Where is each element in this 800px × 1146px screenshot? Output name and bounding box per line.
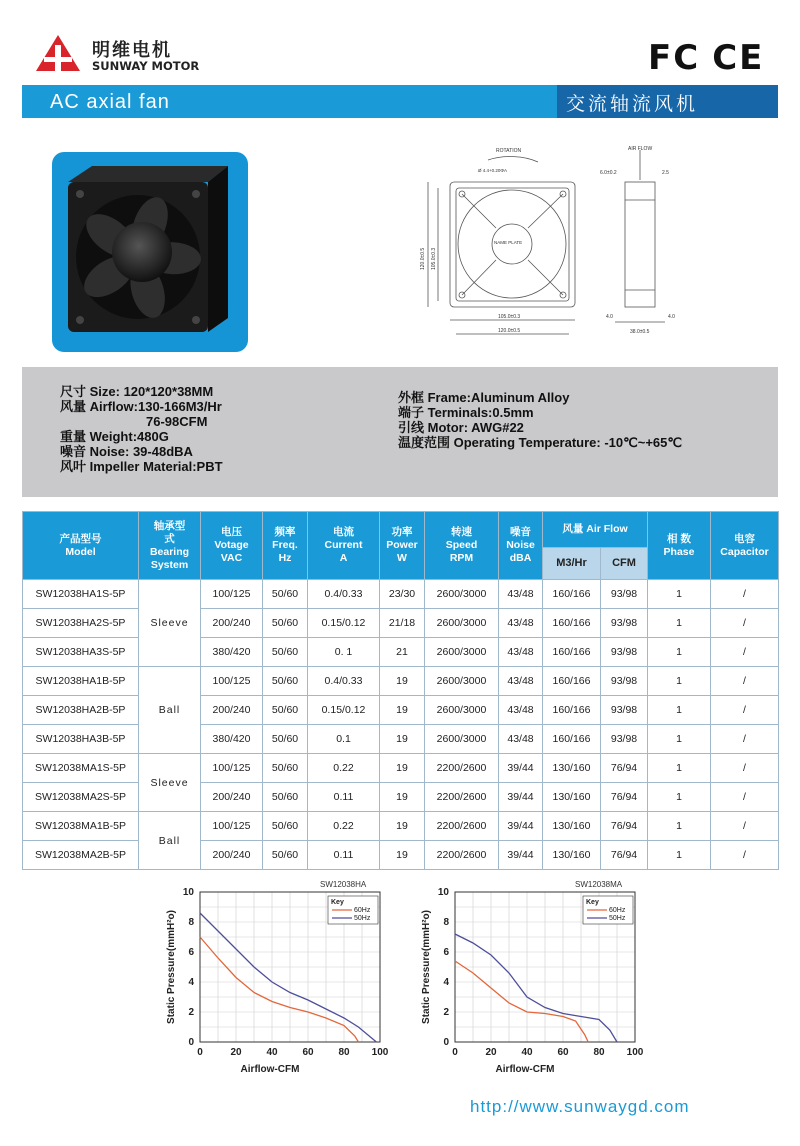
cell-noise: 43/48	[499, 696, 543, 725]
cell-model: SW12038HA2B-5P	[23, 696, 139, 725]
chart-title: SW12038HA	[320, 880, 367, 889]
cell-speed: 2600/3000	[425, 580, 499, 609]
x-axis-label: Airflow-CFM	[495, 1064, 555, 1075]
cell-model: SW12038MA2B-5P	[23, 841, 139, 870]
cell-voltage: 200/240	[201, 841, 263, 870]
table-row	[23, 667, 779, 696]
x-axis-label: Airflow-CFM	[240, 1064, 300, 1075]
y-tick-label: 4	[443, 977, 449, 988]
cell-voltage: 100/125	[201, 812, 263, 841]
cell-cfm: 76/94	[601, 754, 648, 783]
header-m3hr: M3/Hr	[543, 548, 601, 580]
cell-voltage: 380/420	[201, 725, 263, 754]
x-tick-label: 40	[266, 1047, 278, 1058]
dim-105-label: 105.0±0.3	[498, 314, 521, 320]
spec-motor: 引线 Motor: AWG#22	[398, 420, 524, 435]
cell-speed: 2600/3000	[425, 696, 499, 725]
cell-m3hr: 160/166	[543, 580, 601, 609]
cell-m3hr: 160/166	[543, 667, 601, 696]
cell-current: 0. 1	[308, 638, 380, 667]
cell-m3hr: 130/160	[543, 783, 601, 812]
spec-table	[22, 511, 779, 870]
series-line-60Hz	[200, 937, 358, 1042]
cell-phase: 1	[648, 754, 711, 783]
cell-capacitor: /	[711, 841, 779, 870]
x-tick-label: 20	[485, 1047, 497, 1058]
spec-airflow-cfm: 76-98CFM	[146, 414, 208, 429]
header-phase: 相 数 Phase	[648, 512, 711, 580]
cell-current: 0.1	[308, 725, 380, 754]
dim-4b-label: 4.0	[668, 314, 675, 320]
cell-phase: 1	[648, 812, 711, 841]
cell-cfm: 93/98	[601, 667, 648, 696]
cell-capacitor: /	[711, 580, 779, 609]
dim-v2-label: 105.0±0.3	[431, 247, 437, 270]
cell-model: SW12038HA3S-5P	[23, 638, 139, 667]
cell-power: 19	[380, 841, 425, 870]
y-axis-label: Static Pressure(mmH²o)	[421, 910, 432, 1024]
cell-current: 0.22	[308, 754, 380, 783]
legend-label: 50Hz	[609, 915, 626, 922]
certification-marks	[648, 38, 764, 78]
x-tick-label: 80	[593, 1047, 605, 1058]
cell-voltage: 200/240	[201, 696, 263, 725]
cell-capacitor: /	[711, 725, 779, 754]
legend-title: Key	[586, 899, 599, 906]
cell-capacitor: /	[711, 696, 779, 725]
spec-weight: 重量 Weight:480G	[60, 429, 169, 444]
cell-noise: 43/48	[499, 580, 543, 609]
chart-sw12038ma	[405, 875, 655, 1075]
table-row	[23, 812, 779, 841]
nameplate-label: NAME PLATE	[494, 240, 523, 245]
x-tick-label: 40	[521, 1047, 533, 1058]
cell-model: SW12038HA3B-5P	[23, 725, 139, 754]
cell-frequency: 50/60	[263, 580, 308, 609]
header-capacitor: 电容 Capacitor	[711, 512, 779, 580]
dim-2-5-label: 2.5	[662, 170, 669, 176]
specs-left	[60, 384, 223, 474]
cell-current: 0.11	[308, 841, 380, 870]
cell-model: SW12038MA1B-5P	[23, 812, 139, 841]
cell-speed: 2600/3000	[425, 725, 499, 754]
chart-title: SW12038MA	[575, 880, 623, 889]
header-bearing: 轴承型 式 Bearing System	[139, 512, 201, 580]
product-title-en: AC axial fan	[50, 91, 170, 113]
cell-cfm: 93/98	[601, 725, 648, 754]
cell-bearing: Ball	[139, 812, 201, 870]
cell-noise: 39/44	[499, 783, 543, 812]
chart-sw12038ha	[150, 875, 400, 1075]
fan-image	[52, 152, 248, 352]
cell-speed: 2200/2600	[425, 754, 499, 783]
header-model: 产品型号 Model	[23, 512, 139, 580]
y-tick-label: 4	[188, 977, 194, 988]
cell-cfm: 93/98	[601, 580, 648, 609]
cell-noise: 43/48	[499, 667, 543, 696]
spec-frame: 外框 Frame:Aluminum Alloy	[398, 390, 570, 405]
dim-120-label: 120.0±0.5	[498, 328, 521, 334]
cell-speed: 2600/3000	[425, 667, 499, 696]
cell-model: SW12038HA1B-5P	[23, 667, 139, 696]
cell-power: 19	[380, 725, 425, 754]
cell-frequency: 50/60	[263, 841, 308, 870]
x-tick-label: 0	[452, 1047, 458, 1058]
cell-capacitor: /	[711, 667, 779, 696]
cell-current: 0.22	[308, 812, 380, 841]
cell-m3hr: 160/166	[543, 725, 601, 754]
y-tick-label: 2	[443, 1007, 449, 1018]
dim-38-label: 38.0±0.5	[630, 329, 650, 335]
cell-cfm: 76/94	[601, 812, 648, 841]
header-speed: 转速 Speed RPM	[425, 512, 499, 580]
legend-title: Key	[331, 899, 344, 906]
cell-noise: 43/48	[499, 725, 543, 754]
y-tick-label: 6	[443, 947, 449, 958]
table-row	[23, 638, 779, 667]
cell-voltage: 200/240	[201, 783, 263, 812]
cell-phase: 1	[648, 609, 711, 638]
x-tick-label: 80	[338, 1047, 350, 1058]
cell-noise: 43/48	[499, 609, 543, 638]
cell-bearing: Sleeve	[139, 580, 201, 667]
ce-mark: CE	[712, 38, 765, 78]
cell-power: 19	[380, 783, 425, 812]
cell-power: 23/30	[380, 580, 425, 609]
cell-speed: 2200/2600	[425, 783, 499, 812]
cell-frequency: 50/60	[263, 638, 308, 667]
cell-m3hr: 160/166	[543, 609, 601, 638]
cell-model: SW12038MA2S-5P	[23, 783, 139, 812]
brand-name-en: SUNWAY MOTOR	[92, 59, 200, 73]
spec-terminals: 端子 Terminals:0.5mm	[398, 405, 534, 420]
cell-m3hr: 130/160	[543, 812, 601, 841]
product-title-cn: 交流轴流风机	[566, 93, 699, 115]
cell-power: 21	[380, 638, 425, 667]
cell-cfm: 93/98	[601, 638, 648, 667]
website-url[interactable]: http://www.sunwaygd.com	[470, 1097, 690, 1116]
cell-m3hr: 130/160	[543, 754, 601, 783]
cell-cfm: 93/98	[601, 696, 648, 725]
table-row	[23, 783, 779, 812]
hole-label: Ø 4.4+0.20ΦA	[478, 168, 507, 173]
series-line-60Hz	[455, 961, 588, 1042]
cell-frequency: 50/60	[263, 783, 308, 812]
table-row	[23, 725, 779, 754]
cell-voltage: 100/125	[201, 580, 263, 609]
cell-capacitor: /	[711, 754, 779, 783]
spec-size: 尺寸 Size: 120*120*38MM	[60, 384, 214, 399]
cell-power: 19	[380, 754, 425, 783]
x-tick-label: 0	[197, 1047, 203, 1058]
x-tick-label: 20	[230, 1047, 242, 1058]
cell-phase: 1	[648, 783, 711, 812]
sunway-logo-icon	[36, 35, 80, 71]
cell-frequency: 50/60	[263, 667, 308, 696]
table-row	[23, 754, 779, 783]
cell-current: 0.11	[308, 783, 380, 812]
y-tick-label: 10	[182, 887, 194, 898]
x-tick-label: 100	[626, 1047, 644, 1058]
cell-voltage: 100/125	[201, 754, 263, 783]
y-tick-label: 10	[437, 887, 449, 898]
y-tick-label: 6	[188, 947, 194, 958]
cell-cfm: 93/98	[601, 609, 648, 638]
brand-name-cn: 明维电机	[92, 40, 172, 61]
cell-model: SW12038MA1S-5P	[23, 754, 139, 783]
specs-right	[398, 390, 682, 450]
spec-airflow: 风量 Airflow:130-166M3/Hr	[60, 399, 222, 414]
series-line-50Hz	[200, 913, 376, 1042]
dim-6-label: 6.0±0.2	[600, 170, 617, 176]
header-airflow: 风量 Air Flow	[543, 512, 648, 548]
cell-power: 19	[380, 812, 425, 841]
header-noise: 噪音 Noise dBA	[499, 512, 543, 580]
x-tick-label: 100	[371, 1047, 389, 1058]
cell-phase: 1	[648, 725, 711, 754]
cell-frequency: 50/60	[263, 609, 308, 638]
cell-phase: 1	[648, 638, 711, 667]
x-tick-label: 60	[302, 1047, 314, 1058]
header-frequency: 频率 Freq. Hz	[263, 512, 308, 580]
cell-noise: 43/48	[499, 638, 543, 667]
cell-cfm: 76/94	[601, 841, 648, 870]
cell-speed: 2600/3000	[425, 609, 499, 638]
x-tick-label: 60	[557, 1047, 569, 1058]
spec-noise: 噪音 Noise: 39-48dBA	[60, 444, 193, 459]
cell-noise: 39/44	[499, 754, 543, 783]
cell-power: 19	[380, 667, 425, 696]
dimension-drawing	[410, 140, 690, 355]
header-power: 功率 Power W	[380, 512, 425, 580]
cell-bearing: Ball	[139, 667, 201, 754]
y-axis-label: Static Pressure(mmH²o)	[166, 910, 177, 1024]
cell-current: 0.4/0.33	[308, 580, 380, 609]
cell-frequency: 50/60	[263, 725, 308, 754]
legend-label: 60Hz	[609, 907, 626, 914]
cell-capacitor: /	[711, 638, 779, 667]
cell-capacitor: /	[711, 783, 779, 812]
cell-speed: 2200/2600	[425, 841, 499, 870]
cell-capacitor: /	[711, 609, 779, 638]
cell-power: 19	[380, 696, 425, 725]
header-cfm: CFM	[601, 548, 648, 580]
cell-voltage: 380/420	[201, 638, 263, 667]
cell-frequency: 50/60	[263, 696, 308, 725]
cell-capacitor: /	[711, 812, 779, 841]
cell-noise: 39/44	[499, 812, 543, 841]
table-row	[23, 841, 779, 870]
cell-noise: 39/44	[499, 841, 543, 870]
header-current: 电流 Current A	[308, 512, 380, 580]
cell-m3hr: 160/166	[543, 638, 601, 667]
cell-power: 21/18	[380, 609, 425, 638]
y-tick-label: 0	[443, 1037, 449, 1048]
airflow-label: AIR FLOW	[628, 146, 653, 152]
dim-v1-label: 120.0±0.5	[420, 247, 426, 270]
y-tick-label: 0	[188, 1037, 194, 1048]
legend-label: 50Hz	[354, 915, 371, 922]
cell-frequency: 50/60	[263, 812, 308, 841]
cell-m3hr: 130/160	[543, 841, 601, 870]
cell-phase: 1	[648, 667, 711, 696]
cell-cfm: 76/94	[601, 783, 648, 812]
cell-speed: 2200/2600	[425, 812, 499, 841]
cell-phase: 1	[648, 841, 711, 870]
cell-voltage: 200/240	[201, 609, 263, 638]
cell-current: 0.15/0.12	[308, 609, 380, 638]
spec-temperature: 温度范围 Operating Temperature: -10℃~+65℃	[398, 435, 682, 450]
cell-phase: 1	[648, 696, 711, 725]
dim-4a-label: 4.0	[606, 314, 613, 320]
fcc-mark: FC	[648, 38, 701, 78]
cell-frequency: 50/60	[263, 754, 308, 783]
cell-bearing: Sleeve	[139, 754, 201, 812]
table-row	[23, 580, 779, 609]
series-line-50Hz	[455, 934, 617, 1042]
y-tick-label: 8	[188, 917, 194, 928]
table-row	[23, 609, 779, 638]
cell-model: SW12038HA1S-5P	[23, 580, 139, 609]
cell-current: 0.4/0.33	[308, 667, 380, 696]
y-tick-label: 8	[443, 917, 449, 928]
cell-current: 0.15/0.12	[308, 696, 380, 725]
table-row	[23, 696, 779, 725]
legend-label: 60Hz	[354, 907, 371, 914]
cell-phase: 1	[648, 580, 711, 609]
spec-impeller: 风叶 Impeller Material:PBT	[60, 459, 223, 474]
y-tick-label: 2	[188, 1007, 194, 1018]
cell-voltage: 100/125	[201, 667, 263, 696]
table-body	[23, 580, 779, 870]
cell-speed: 2600/3000	[425, 638, 499, 667]
rotation-label: ROTATION	[496, 148, 522, 154]
header-voltage: 电压 Votage VAC	[201, 512, 263, 580]
fan-photo	[52, 152, 248, 352]
cell-model: SW12038HA2S-5P	[23, 609, 139, 638]
cell-m3hr: 160/166	[543, 696, 601, 725]
